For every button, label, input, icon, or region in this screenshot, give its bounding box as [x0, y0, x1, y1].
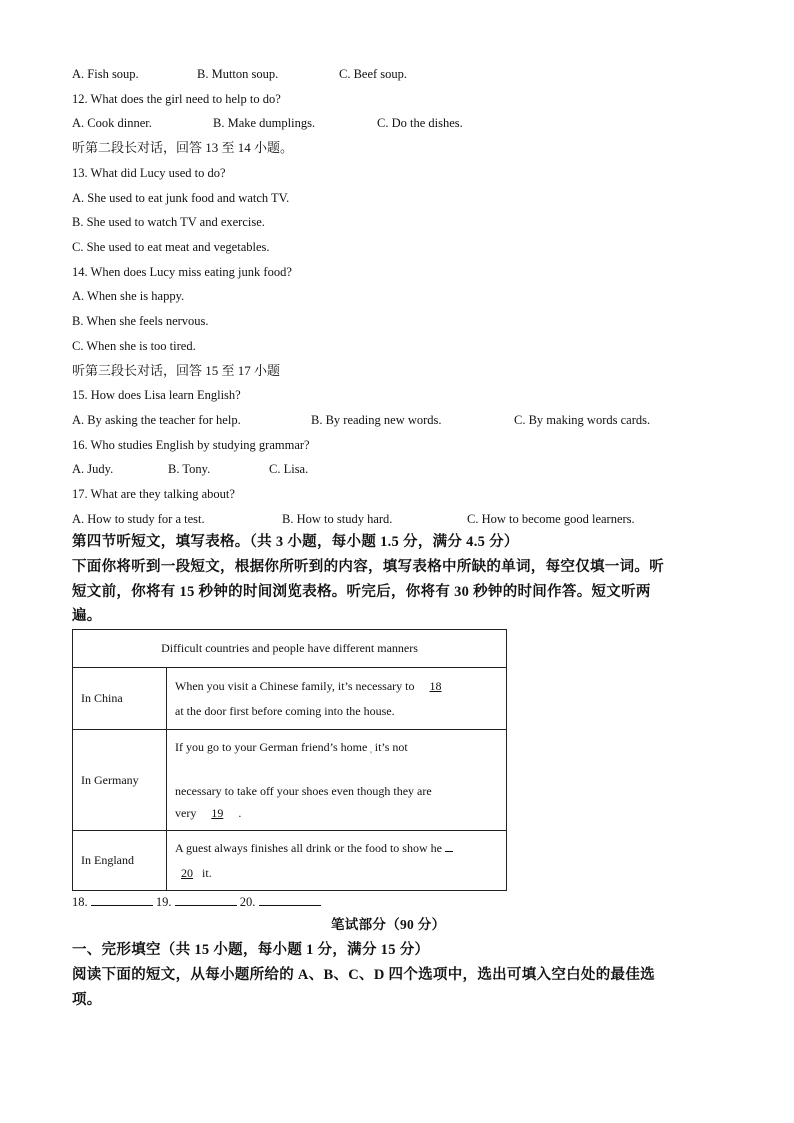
answer-label: 19.	[155, 895, 172, 909]
answer-field-19[interactable]	[175, 894, 237, 906]
question-15: 15. How does Lisa learn English?	[72, 388, 241, 402]
table-cell-description	[167, 730, 507, 831]
answer-field-20[interactable]	[259, 894, 321, 906]
option: A. She used to eat junk food and watch TV.	[72, 191, 290, 205]
answer-label: 20.	[239, 895, 256, 909]
answer-blank-20[interactable]: 20	[181, 865, 193, 880]
option: C. When she is too tired.	[72, 339, 196, 353]
option: B. How to study hard.	[282, 512, 393, 526]
option: A. By asking the teacher for help.	[72, 413, 241, 427]
cell-text: A guest always finishes all drink or the food to show he	[175, 840, 442, 855]
cell-text: necessary to take off your shoes even though they are	[175, 784, 432, 798]
stray-mark: '	[370, 750, 372, 759]
manners-table	[72, 629, 507, 891]
option: C. How to become good learners.	[467, 512, 635, 526]
question-12: 12. What does the girl need to help to do?	[72, 92, 281, 106]
question-14: 14. When does Lucy miss eating junk food?	[72, 265, 292, 279]
cell-text: When you visit a Chinese family, it’s necessary to	[175, 678, 415, 693]
option: C. Lisa.	[269, 462, 309, 476]
option: C. Beef soup.	[339, 67, 408, 81]
part-4-instructions: 短文前，你将有 15 秒钟的时间浏览表格。听完后，你将有 30 秒钟的时间作答。短文听两	[72, 584, 651, 600]
cell-text: it’s not	[374, 740, 408, 754]
table-cell-description	[167, 668, 507, 730]
cell-text: very	[175, 806, 197, 820]
cloze-instructions: 项。	[72, 992, 102, 1008]
option: A. Judy.	[72, 462, 114, 476]
cell-text: If you go to your German friend’s home	[175, 740, 368, 754]
cloze-title: 一、完形填空（共 15 小题，每小题 1 分，满分 15 分）	[72, 942, 430, 958]
table-cell-place: In Germany	[73, 730, 167, 831]
option: C. By making words cards.	[514, 413, 651, 427]
option: A. Fish soup.	[72, 67, 139, 81]
table-row	[73, 730, 507, 831]
option: A. When she is happy.	[72, 289, 185, 303]
cloze-instructions: 阅读下面的短文，从每小题所给的 A、B、C、D 四个选项中，选出可填入空白处的最佳选	[72, 967, 655, 983]
part-4-instructions: 下面你将听到一段短文，根据你所听到的内容，填写表格中所缺的单词，每空仅填一词。听	[72, 559, 664, 575]
option: B. When she feels nervous.	[72, 314, 209, 328]
answer-line	[72, 894, 321, 910]
cell-text: at the door first before coming into the house.	[175, 703, 395, 718]
answer-blank-18[interactable]: 18	[429, 678, 442, 693]
table-row	[73, 668, 507, 730]
option: B. Mutton soup.	[197, 67, 279, 81]
answer-blank-19[interactable]: 19	[211, 806, 224, 820]
option: B. Make dumplings.	[213, 116, 316, 130]
written-part-title: 笔试部分（90 分）	[331, 917, 446, 932]
option: B. By reading new words.	[311, 413, 442, 427]
option: A. How to study for a test.	[72, 512, 205, 526]
blank-line	[445, 840, 453, 852]
table-header: Difficult countries and people have different manners	[73, 630, 507, 668]
option: A. Cook dinner.	[72, 116, 152, 130]
part-4-instructions: 遍。	[72, 608, 102, 624]
option: C. She used to eat meat and vegetables.	[72, 240, 270, 254]
option: B. Tony.	[168, 462, 211, 476]
part-4-title: 第四节听短文，填写表格。（共 3 小题，每小题 1.5 分，满分 4.5 分）	[72, 534, 519, 550]
answer-label: 18.	[72, 895, 88, 909]
question-16: 16. Who studies English by studying grammar?	[72, 438, 310, 452]
section-3-intro: 听第三段长对话，回答 15 至 17 小题	[72, 363, 281, 378]
question-17: 17. What are they talking about?	[72, 487, 235, 501]
question-13: 13. What did Lucy used to do?	[72, 166, 226, 180]
section-2-intro: 听第二段长对话，回答 13 至 14 小题。	[72, 140, 294, 155]
table-cell-place: In China	[73, 668, 167, 730]
option: C. Do the dishes.	[377, 116, 463, 130]
table-cell-description	[167, 831, 507, 891]
option: B. She used to watch TV and exercise.	[72, 215, 265, 229]
answer-field-18[interactable]	[91, 894, 153, 906]
table-row	[73, 831, 507, 891]
cell-text: .	[238, 806, 242, 820]
table-cell-place: In England	[73, 831, 167, 891]
cell-text: it.	[202, 865, 212, 880]
